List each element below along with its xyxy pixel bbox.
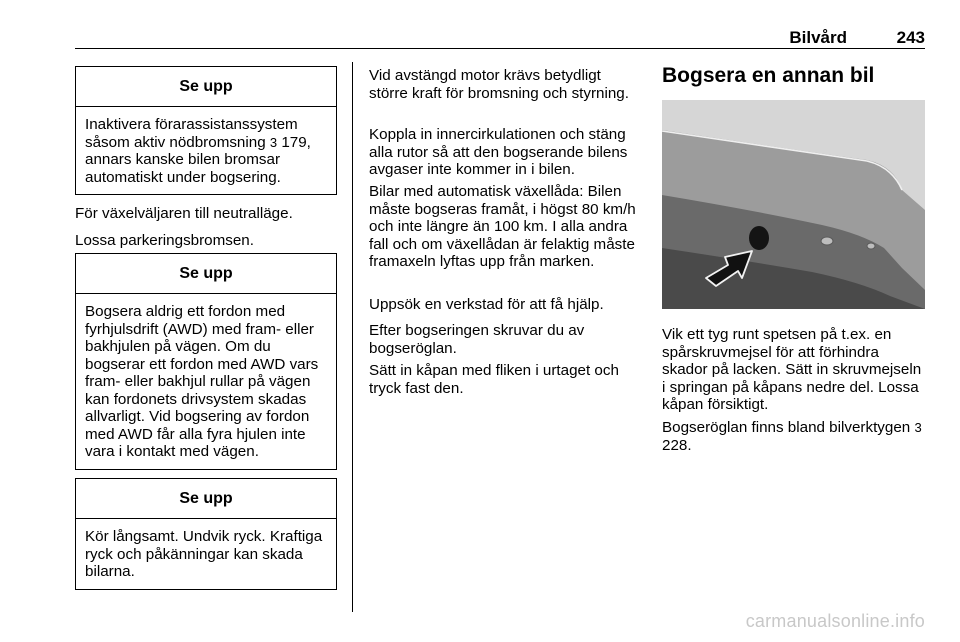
paragraph: Bilar med automatisk växellåda: Bilen måste bogseras framåt, i högst 80 km/h och inte längre än 100 km. I alla andra fall och om växellådan är felaktig måste framaxeln lyftas upp från marken. <box>369 183 636 270</box>
section-title: Bogsera en annan bil <box>662 64 875 87</box>
paragraph-text: 228. <box>662 436 692 454</box>
paragraph: För växelväljaren till neutralläge. <box>75 205 293 222</box>
paragraph: Uppsök en verkstad för att få hjälp. <box>369 296 604 313</box>
warning-body: Kör långsamt. Undvik ryck. Kraftiga ryck och påkänningar kan skada bilarna. <box>85 528 323 580</box>
paragraph: Lossa parkeringsbromsen. <box>75 232 254 249</box>
warning-text: 179, annars kanske bilen bromsar automatiskt under bogsering. <box>85 133 311 186</box>
paragraph <box>662 419 925 454</box>
page-ref-icon: 3 <box>269 134 278 150</box>
warning-box-2 <box>75 253 337 470</box>
page-header <box>75 26 925 49</box>
warning-box-1 <box>75 66 337 195</box>
watermark: carmanualsonline.info <box>745 611 925 631</box>
header-title: Bilvård <box>789 28 847 47</box>
bumper-illustration-svg <box>662 100 925 309</box>
paragraph-text: Bogseröglan finns bland bilverktygen <box>662 419 915 436</box>
warning-title: Se upp <box>76 254 336 294</box>
warning-title: Se upp <box>76 67 336 107</box>
paragraph: Vik ett tyg runt spetsen på t.ex. en spårskruvmejsel för att förhindra skador på lacken. Sätt in skruvmejseln i springan på kåpans nedre del. Lossa kåpan försiktigt. <box>662 326 922 413</box>
warning-text: Inaktivera förarassistanssystem såsom aktiv nödbromsning <box>85 116 298 151</box>
warning-body: Bogsera aldrig ett fordon med fyrhjulsdrift (AWD) med fram- eller bakhjulen på vägen. Om du bogserar ett fordon med AWD vars fram- eller bakhjul rullar på vägen kan fordonets drivsystem skadas allvarligt. Vid bogsering av fordon med AWD får alla fyra hjulen inte vara i kontakt med vägen. <box>85 303 319 460</box>
paragraph: Koppla in innercirkulationen och stäng alla rutor så att den bogserande bilens avgaser inte kommer in i bilen. <box>369 126 628 178</box>
paragraph: Vid avstängd motor krävs betydligt större kraft för bromsning och styrning. <box>369 67 629 102</box>
page-number: 243 <box>896 28 925 47</box>
paragraph: Sätt in kåpan med fliken i urtaget och tryck fast den. <box>369 362 619 397</box>
paragraph: Efter bogseringen skruvar du av bogseröglan. <box>369 322 585 357</box>
warning-body <box>76 107 336 194</box>
warning-title: Se upp <box>76 479 336 519</box>
page-ref-icon: 3 <box>914 420 922 435</box>
bumper-illustration <box>662 100 925 309</box>
column-divider <box>352 62 353 612</box>
warning-box-3 <box>75 478 337 590</box>
